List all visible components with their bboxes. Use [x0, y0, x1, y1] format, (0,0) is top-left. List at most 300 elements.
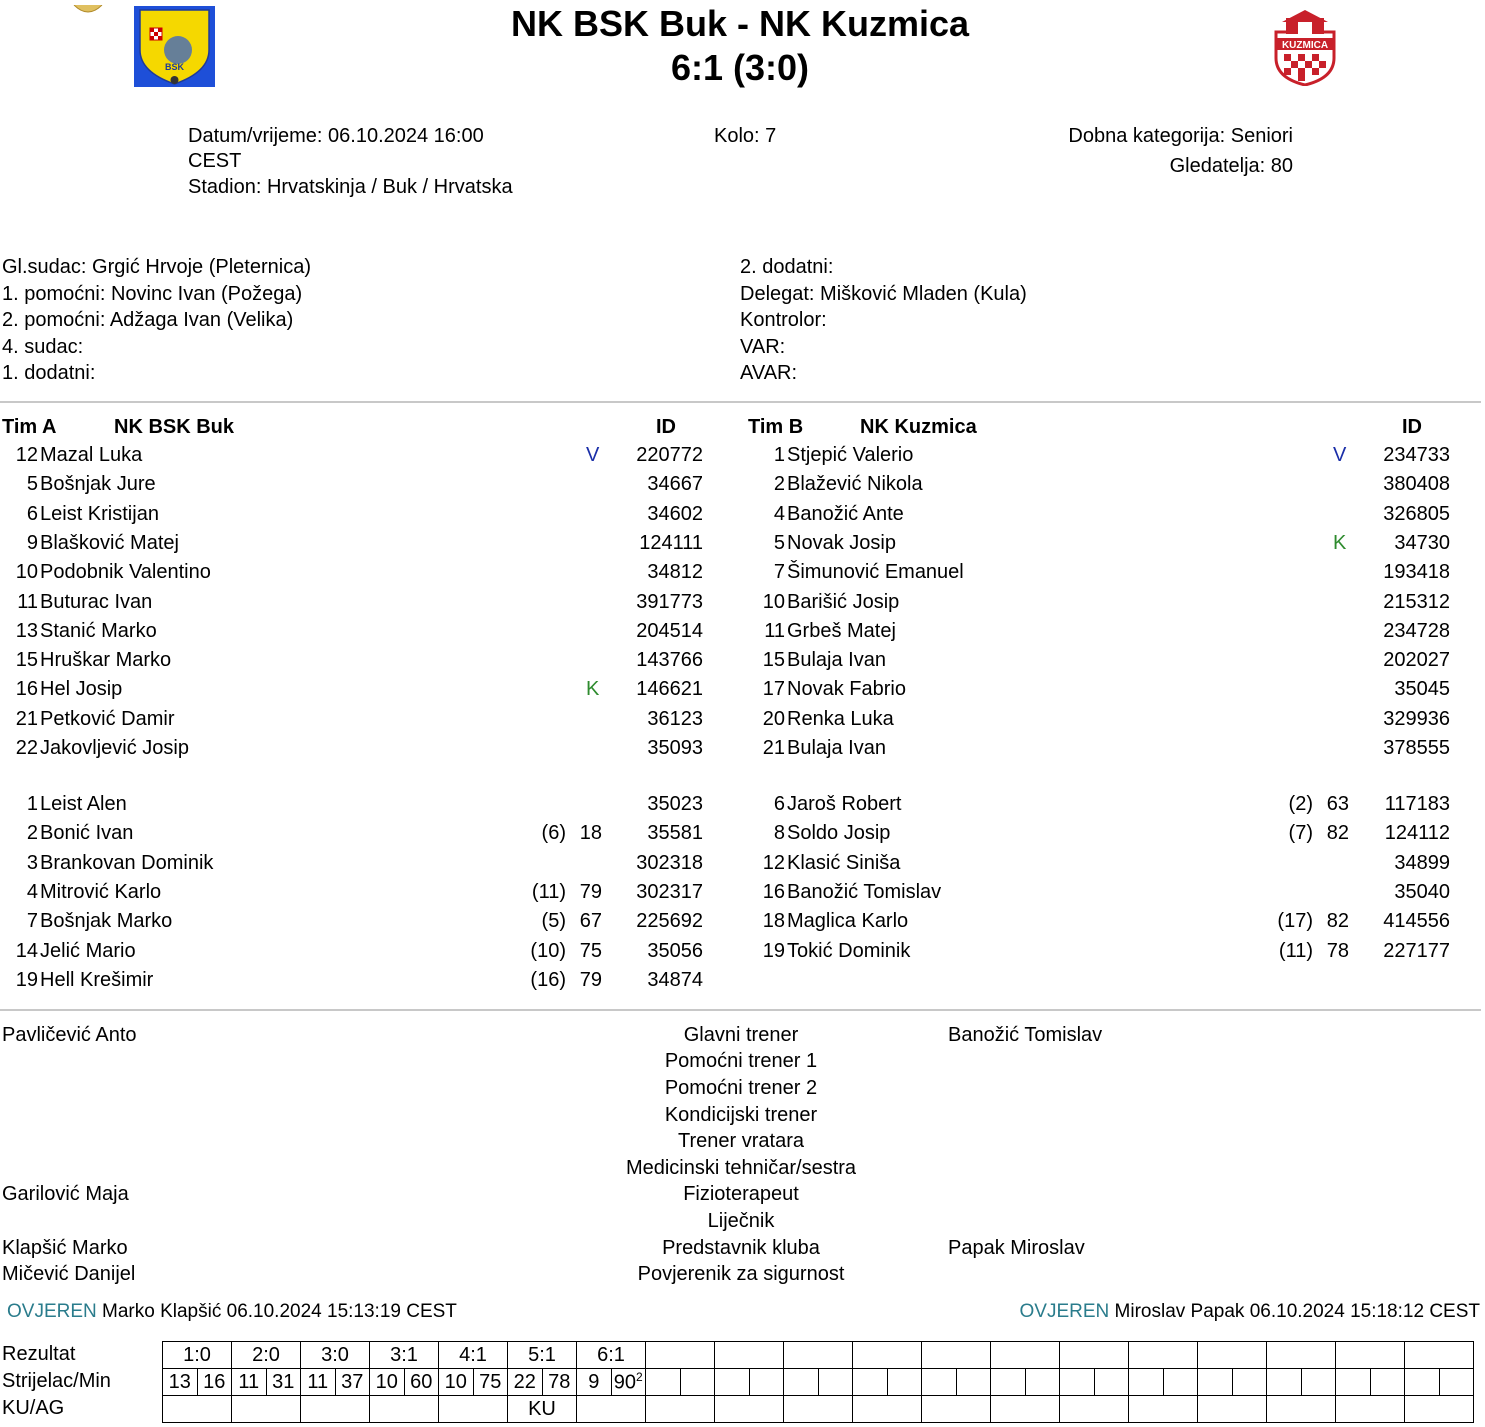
- svg-text:KUZMICA: KUZMICA: [1281, 40, 1329, 51]
- sub-replaced-number: (6): [541, 822, 566, 845]
- result-empty-cell: [1370, 1369, 1405, 1396]
- player-id: 117183: [1384, 793, 1450, 815]
- player-id: 225692: [636, 910, 703, 933]
- result-empty-cell: [922, 1342, 991, 1369]
- player-number: 2: [773, 473, 785, 496]
- player-id: 35023: [647, 793, 703, 815]
- player-number: 8: [773, 822, 785, 845]
- away-verification: [1020, 1300, 1480, 1324]
- player-number: 11: [17, 590, 38, 613]
- result-minute-cell: [473, 1369, 508, 1396]
- player-id: 302318: [636, 851, 703, 874]
- result-empty-cell: [1267, 1342, 1336, 1369]
- result-score-cell: 3:0: [301, 1342, 370, 1369]
- substitute-row: [0, 819, 705, 848]
- player-number: 7: [26, 910, 38, 933]
- results-label-ku: KU/AG: [2, 1397, 65, 1419]
- starter-row: [747, 470, 1452, 499]
- player-name: Hruškar Marko: [40, 649, 172, 672]
- player-name: Jelić Mario: [40, 939, 136, 962]
- home-logo-text: BSK: [164, 62, 185, 72]
- result-empty-cell: [1060, 1342, 1129, 1369]
- player-number: 1: [773, 444, 785, 466]
- result-empty-cell: [715, 1369, 750, 1396]
- player-name: Petković Damir: [40, 707, 175, 730]
- home-verification-text: Marko Klapšić 06.10.2024 15:13:19 CEST: [102, 1301, 457, 1322]
- result-empty-cell: [922, 1396, 991, 1423]
- player-name: Blažević Nikola: [787, 473, 923, 496]
- result-empty-cell: [1405, 1369, 1440, 1396]
- sub-replaced-number: (10): [530, 939, 566, 962]
- player-number: 19: [762, 939, 785, 962]
- player-name: Podobnik Valentino: [40, 561, 211, 584]
- result-empty-cell: [922, 1369, 957, 1396]
- player-number: 4: [773, 502, 785, 525]
- result-minute: 16: [203, 1370, 226, 1393]
- player-number: 4: [26, 880, 38, 903]
- player-name: Leist Kristijan: [40, 502, 159, 525]
- result-empty-cell: [991, 1342, 1060, 1369]
- result-empty-cell: [749, 1369, 784, 1396]
- result-empty-cell: [1198, 1342, 1267, 1369]
- player-number: 2: [26, 822, 38, 845]
- sub-replaced-number: (7): [1288, 822, 1313, 845]
- team-a-label: Tim A: [2, 416, 57, 438]
- result-scorer-cell: 10: [370, 1369, 405, 1396]
- player-id: 36123: [647, 707, 703, 730]
- player-id: 220772: [636, 444, 703, 466]
- player-name: Mazal Luka: [40, 444, 143, 466]
- official-left-line: 2. pomoćni: Adžaga Ivan (Velika): [2, 309, 294, 332]
- player-id: 34874: [647, 968, 703, 991]
- player-id: 234728: [1383, 619, 1450, 642]
- player-number: 12: [15, 444, 38, 466]
- starter-row: [0, 617, 705, 646]
- player-id: 34602: [647, 502, 703, 525]
- player-name: Hell Krešimir: [40, 968, 154, 991]
- result-scorer-cell: 11: [232, 1369, 267, 1396]
- starter-row: [747, 588, 1452, 617]
- player-id: 34667: [647, 473, 703, 496]
- player-name: Tokić Dominik: [787, 939, 911, 962]
- player-number: 12: [762, 851, 785, 874]
- player-number: 5: [773, 531, 785, 554]
- team-a-name: NK BSK Buk: [114, 416, 235, 438]
- result-minute: 37: [341, 1370, 364, 1393]
- player-name: Bošnjak Jure: [40, 473, 156, 496]
- staff-role: Liječnik: [707, 1210, 775, 1232]
- result-empty-cell: [1336, 1369, 1371, 1396]
- starter-row: [0, 441, 705, 470]
- player-id: 35045: [1394, 678, 1450, 701]
- sub-minute: 79: [579, 880, 602, 903]
- starter-row: [0, 646, 705, 675]
- result-empty-cell: [1301, 1369, 1336, 1396]
- sub-replaced-number: (5): [541, 910, 566, 933]
- result-empty-cell: [1198, 1369, 1233, 1396]
- player-id: 35581: [647, 822, 703, 845]
- player-name: Brankovan Dominik: [40, 851, 214, 874]
- staff-role: Trener vratara: [678, 1130, 804, 1152]
- player-number: 6: [26, 502, 38, 525]
- player-name: Soldo Josip: [787, 822, 891, 845]
- result-minute-cell: [611, 1369, 646, 1396]
- divider-bottom: [0, 1009, 1481, 1011]
- player-name: Jakovljević Josip: [40, 737, 189, 759]
- starter-row: [747, 529, 1452, 558]
- player-name: Jaroš Robert: [787, 793, 902, 815]
- player-name: Buturac Ivan: [40, 590, 153, 613]
- player-id: 302317: [636, 880, 703, 903]
- away-club-logo: [1272, 10, 1338, 86]
- player-number: 10: [762, 590, 785, 613]
- team-a-id-header: ID: [656, 416, 676, 438]
- player-number: 22: [15, 737, 38, 759]
- result-score-cell: 1:0: [163, 1342, 232, 1369]
- player-number: 15: [15, 649, 38, 672]
- player-number: 21: [762, 737, 785, 759]
- starter-row: [747, 705, 1452, 734]
- staff-role: Kondicijski trener: [664, 1104, 818, 1126]
- player-name: Barišić Josip: [787, 590, 900, 613]
- result-minute: 78: [548, 1370, 571, 1393]
- result-empty-cell: [784, 1396, 853, 1423]
- player-name: Bulaja Ivan: [787, 737, 886, 759]
- staff-role: Predstavnik kluba: [662, 1237, 820, 1259]
- player-number: 6: [773, 793, 785, 815]
- result-empty-cell: [1060, 1396, 1129, 1423]
- result-ku-cell: [232, 1396, 301, 1423]
- result-ku-cell: [370, 1396, 439, 1423]
- sub-minute: 75: [579, 939, 602, 962]
- player-id: 35056: [647, 939, 703, 962]
- staff-role: Medicinski tehničar/sestra: [625, 1157, 857, 1179]
- player-name: Blašković Matej: [40, 531, 179, 554]
- player-id: 34812: [647, 561, 703, 584]
- player-name: Bošnjak Marko: [40, 910, 173, 933]
- result-empty-cell: [1025, 1369, 1060, 1396]
- player-number: 5: [26, 473, 38, 496]
- player-number: 7: [773, 561, 785, 584]
- substitute-row: [747, 819, 1452, 848]
- staff-home-person: Mičević Danijel: [2, 1263, 136, 1285]
- result-minute: 75: [479, 1370, 502, 1393]
- substitute-row: [0, 907, 705, 936]
- staff-role: Pomoćni trener 1: [664, 1050, 818, 1072]
- result-empty-cell: [853, 1369, 888, 1396]
- result-minute-extra: 2: [636, 1369, 643, 1384]
- player-name: Klasić Siniša: [787, 851, 901, 874]
- player-name: Grbeš Matej: [787, 619, 896, 642]
- starter-row: [747, 646, 1452, 675]
- result-empty-cell: [1094, 1369, 1129, 1396]
- staff-away-person: Papak Miroslav: [948, 1237, 1085, 1259]
- substitute-row: [0, 966, 705, 995]
- player-number: 11: [764, 619, 785, 642]
- staff-home-person: Klapšić Marko: [2, 1237, 128, 1259]
- result-score-cell: 6:1: [577, 1342, 646, 1369]
- result-empty-cell: [956, 1369, 991, 1396]
- match-timezone: CEST: [188, 150, 242, 172]
- sub-minute: 78: [1326, 939, 1349, 962]
- player-id: 326805: [1383, 502, 1450, 525]
- divider-top: [0, 401, 1481, 403]
- player-name: Banožić Tomislav: [787, 880, 942, 903]
- home-club-logo: [134, 6, 215, 87]
- player-id: 124112: [1384, 822, 1450, 845]
- player-id: 35093: [647, 737, 703, 759]
- player-number: 18: [762, 910, 785, 933]
- result-empty-cell: [1439, 1369, 1474, 1396]
- player-id: 193418: [1383, 561, 1450, 584]
- staff-role: Fizioterapeut: [683, 1183, 799, 1205]
- player-id: 234733: [1383, 444, 1450, 466]
- official-right-line: AVAR:: [740, 362, 798, 385]
- starter-row: [0, 675, 705, 704]
- sub-replaced-number: (11): [531, 880, 566, 903]
- player-role-mark: V: [1333, 444, 1347, 466]
- substitute-row: [747, 790, 1452, 819]
- result-empty-cell: [1060, 1369, 1095, 1396]
- staff-role: Glavni trener: [683, 1024, 799, 1046]
- player-name: Stanić Marko: [40, 619, 157, 642]
- player-number: 20: [762, 707, 785, 730]
- result-score-cell: 3:1: [370, 1342, 439, 1369]
- substitute-row: [0, 878, 705, 907]
- sub-minute: 82: [1326, 910, 1349, 933]
- substitute-row: [747, 907, 1452, 936]
- staff-role: Pomoćni trener 2: [664, 1077, 818, 1099]
- player-id: 143766: [636, 649, 703, 672]
- result-empty-cell: [1129, 1369, 1164, 1396]
- official-left-line: 4. sudac:: [2, 335, 84, 358]
- result-ku-cell: [301, 1396, 370, 1423]
- substitute-row: [747, 937, 1452, 966]
- away-verification-text: Miroslav Papak 06.10.2024 15:18:12 CEST: [1114, 1301, 1480, 1322]
- player-id: 391773: [636, 590, 703, 613]
- result-ku-cell: [577, 1396, 646, 1423]
- player-number: 16: [15, 678, 38, 701]
- result-minute-cell: [197, 1369, 232, 1396]
- substitute-row: [0, 790, 705, 819]
- match-stadium: Stadion: Hrvatskinja / Buk / Hrvatska: [188, 176, 513, 198]
- player-name: Novak Josip: [787, 531, 896, 554]
- player-number: 9: [26, 531, 38, 554]
- attendance: Gledatelja: 80: [1169, 155, 1293, 177]
- result-minute-cell: [266, 1369, 301, 1396]
- result-ku-cell: [439, 1396, 508, 1423]
- result-empty-cell: [853, 1396, 922, 1423]
- result-minute-cell: [404, 1369, 439, 1396]
- player-id: 414556: [1383, 910, 1450, 933]
- starter-row: [0, 529, 705, 558]
- starter-row: [747, 500, 1452, 529]
- staff-home-person: Pavličević Anto: [2, 1024, 137, 1046]
- player-id: 227177: [1383, 939, 1450, 962]
- starter-row: [0, 734, 705, 763]
- player-name: Mitrović Karlo: [40, 880, 162, 903]
- starter-row: [747, 441, 1452, 470]
- result-empty-cell: [1405, 1342, 1474, 1369]
- top-edge-logo-fragment: [72, 0, 104, 8]
- starter-row: [0, 470, 705, 499]
- match-score: 6:1 (3:0): [670, 47, 810, 88]
- team-b-id-header: ID: [1402, 416, 1422, 438]
- sub-minute: 82: [1326, 822, 1349, 845]
- result-empty-cell: [1129, 1342, 1198, 1369]
- away-verification-status: OVJEREN: [1019, 1301, 1110, 1322]
- player-number: 13: [15, 619, 38, 642]
- sub-minute: 63: [1326, 793, 1349, 815]
- result-empty-cell: [1163, 1369, 1198, 1396]
- result-scorer-cell: 9: [577, 1369, 612, 1396]
- result-empty-cell: [991, 1369, 1026, 1396]
- results-label-score: Rezultat: [2, 1343, 76, 1365]
- result-scorer-cell: 11: [301, 1369, 336, 1396]
- match-datetime: Datum/vrijeme: 06.10.2024 16:00: [188, 125, 484, 147]
- result-empty-cell: [715, 1396, 784, 1423]
- player-name: Hel Josip: [40, 678, 123, 701]
- official-left-line: 1. pomoćni: Novinc Ivan (Požega): [2, 282, 303, 305]
- result-empty-cell: [1336, 1342, 1405, 1369]
- result-scorer-cell: 10: [439, 1369, 474, 1396]
- starter-row: [747, 734, 1452, 763]
- player-id: 329936: [1383, 707, 1450, 730]
- result-empty-cell: [1198, 1396, 1267, 1423]
- match-title: NK BSK Buk - NK Kuzmica: [510, 3, 970, 44]
- result-minute-cell: [542, 1369, 577, 1396]
- result-score-cell: 4:1: [439, 1342, 508, 1369]
- player-name: Šimunović Emanuel: [787, 561, 964, 584]
- player-name: Bonić Ivan: [40, 822, 134, 845]
- player-number: 21: [15, 707, 38, 730]
- player-id: 202027: [1383, 649, 1450, 672]
- match-round: Kolo: 7: [714, 125, 777, 147]
- result-scorer-cell: 13: [163, 1369, 198, 1396]
- player-number: 14: [15, 939, 38, 962]
- official-right-line: VAR:: [740, 335, 786, 358]
- team-b-label: Tim B: [748, 416, 804, 438]
- sub-minute: 67: [579, 910, 602, 933]
- results-label-scorer: Strijelac/Min: [2, 1370, 111, 1392]
- result-score-cell: 5:1: [508, 1342, 577, 1369]
- starter-row: [0, 705, 705, 734]
- result-empty-cell: [784, 1342, 853, 1369]
- player-number: 10: [15, 561, 38, 584]
- player-name: Novak Fabrio: [787, 678, 906, 701]
- player-name: Bulaja Ivan: [787, 649, 886, 672]
- results-table: [162, 1341, 1474, 1423]
- home-verification: [7, 1300, 457, 1324]
- official-right-line: 2. dodatni:: [740, 256, 834, 278]
- player-id: 35040: [1394, 880, 1450, 903]
- player-number: 1: [26, 793, 38, 815]
- player-id: 146621: [636, 678, 703, 701]
- player-number: 3: [26, 851, 38, 874]
- staff-away-person: Banožić Tomislav: [948, 1024, 1103, 1046]
- result-empty-cell: [646, 1369, 681, 1396]
- result-empty-cell: [1336, 1396, 1405, 1423]
- substitute-row: [747, 849, 1452, 878]
- sub-minute: 79: [579, 968, 602, 991]
- result-scorer-cell: 22: [508, 1369, 543, 1396]
- staff-role: Povjerenik za sigurnost: [637, 1263, 845, 1285]
- starter-row: [747, 558, 1452, 587]
- player-id: 378555: [1383, 737, 1450, 759]
- result-empty-cell: [1267, 1396, 1336, 1423]
- player-id: 204514: [636, 619, 703, 642]
- sub-replaced-number: (2): [1288, 793, 1313, 815]
- starter-row: [0, 500, 705, 529]
- player-name: Renka Luka: [787, 707, 894, 730]
- player-id: 34730: [1394, 531, 1450, 554]
- player-id: 124111: [639, 531, 703, 554]
- starter-row: [0, 558, 705, 587]
- official-right-line: Delegat: Mišković Mladen (Kula): [740, 282, 1027, 305]
- team-b-name: NK Kuzmica: [860, 416, 977, 438]
- result-empty-cell: [715, 1342, 784, 1369]
- sub-minute: 18: [579, 822, 602, 845]
- player-number: 17: [762, 678, 785, 701]
- player-id: 380408: [1383, 473, 1450, 496]
- player-number: 15: [762, 649, 785, 672]
- sub-replaced-number: (16): [530, 968, 566, 991]
- player-name: Leist Alen: [40, 793, 127, 815]
- result-empty-cell: [1267, 1369, 1302, 1396]
- player-number: 16: [762, 880, 785, 903]
- starter-row: [747, 617, 1452, 646]
- substitute-row: [0, 849, 705, 878]
- official-left-line: Gl.sudac: Grgić Hrvoje (Pleternica): [2, 256, 311, 278]
- sub-replaced-number: (17): [1277, 910, 1313, 933]
- player-name: Stjepić Valerio: [787, 444, 914, 466]
- result-empty-cell: [784, 1369, 819, 1396]
- staff-home-person: Garilović Maja: [2, 1183, 129, 1205]
- result-ku-cell: [163, 1396, 232, 1423]
- official-left-line: 1. dodatni:: [2, 362, 96, 385]
- home-verification-status: OVJEREN: [7, 1301, 97, 1322]
- player-name: Banožić Ante: [787, 502, 904, 525]
- result-minute: 60: [410, 1370, 433, 1393]
- result-empty-cell: [991, 1396, 1060, 1423]
- player-id: 215312: [1383, 590, 1450, 613]
- result-empty-cell: [646, 1342, 715, 1369]
- result-empty-cell: [646, 1396, 715, 1423]
- age-category: Dobna kategorija: Seniori: [1068, 125, 1293, 147]
- result-empty-cell: [1129, 1396, 1198, 1423]
- result-score-cell: 2:0: [232, 1342, 301, 1369]
- player-number: 19: [15, 968, 38, 991]
- player-role-mark: V: [586, 444, 600, 466]
- result-minute: 31: [272, 1370, 295, 1393]
- starter-row: [0, 588, 705, 617]
- result-empty-cell: [680, 1369, 715, 1396]
- starter-row: [747, 675, 1452, 704]
- sub-replaced-number: (11): [1278, 939, 1313, 962]
- player-role-mark: K: [586, 678, 600, 701]
- result-ku-cell: KU: [508, 1396, 577, 1423]
- result-empty-cell: [887, 1369, 922, 1396]
- official-right-line: Kontrolor:: [740, 309, 827, 332]
- substitute-row: [0, 937, 705, 966]
- player-role-mark: K: [1333, 531, 1347, 554]
- result-minute: 90: [613, 1371, 637, 1394]
- result-empty-cell: [1232, 1369, 1267, 1396]
- result-minute-cell: [335, 1369, 370, 1396]
- result-empty-cell: [818, 1369, 853, 1396]
- player-id: 34899: [1394, 851, 1450, 874]
- substitute-row: [747, 878, 1452, 907]
